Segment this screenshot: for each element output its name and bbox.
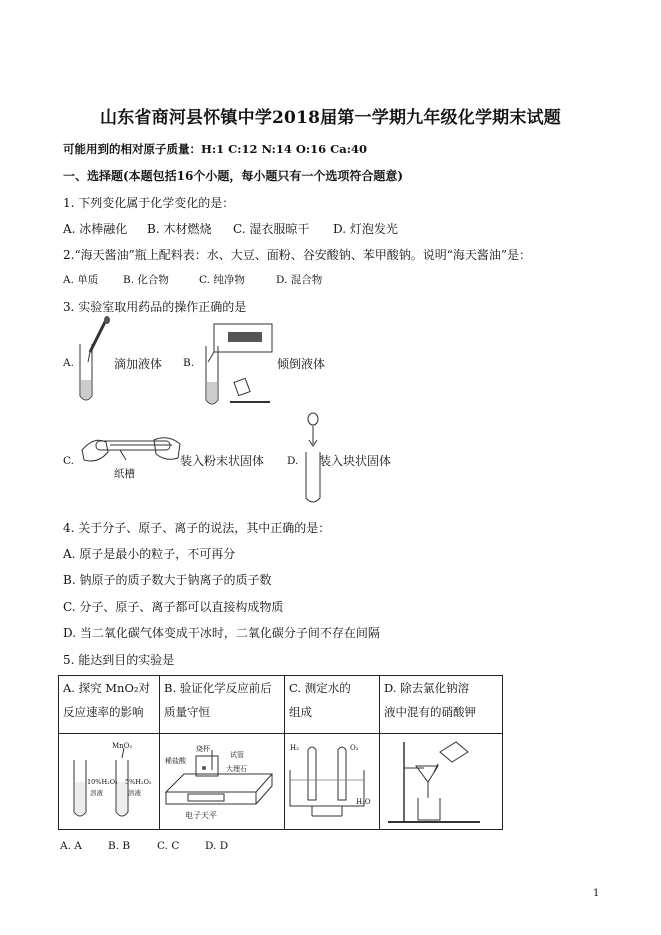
q3-option-a-label: 滴加液体: [114, 357, 163, 371]
solution-label-right: 溶液: [128, 789, 141, 797]
q5-option-b[interactable]: B. B: [108, 840, 131, 852]
atomic-masses: 可能用到的相对原子质量：H:1 C:12 N:14 O:16 Ca:40: [63, 142, 367, 156]
q4-option-b[interactable]: B. 钠原子的质子数大于钠离子的质子数: [63, 573, 272, 587]
h2-label: H₂: [290, 744, 299, 752]
q1-option-b[interactable]: B. 木材燃烧: [147, 222, 212, 236]
electronic-balance-label: 电子天平: [185, 811, 217, 820]
q3-option-b-label: 倾倒液体: [277, 357, 326, 371]
dilute-hcl-label: 稀盐酸: [165, 757, 186, 765]
mno2-label: MnO₂: [112, 742, 133, 750]
q4-option-d[interactable]: D. 当二氧化碳气体变成干冰时，二氧化碳分子间不存在间隔: [63, 626, 380, 640]
section-heading: 一、选择题(本题包括16个小题，每小题只有一个选项符合题意): [63, 169, 404, 183]
q2-option-b[interactable]: B. 化合物: [123, 274, 169, 286]
h2o2-5-label: 5%H₂O₂: [125, 778, 152, 786]
q3-option-a-letter[interactable]: A.: [63, 357, 74, 369]
question-4-stem: 4. 关于分子、原子、离子的说法，其中正确的是：: [63, 521, 331, 535]
q3-paper-trough-label: 纸槽: [114, 468, 135, 480]
q2-option-c[interactable]: C. 纯净物: [199, 274, 245, 286]
electrolysis-figure: [284, 740, 372, 826]
pouring-figure: [198, 322, 278, 408]
q4-option-a[interactable]: A. 原子是最小的粒子，不可再分: [63, 547, 236, 561]
balance-figure: [160, 740, 278, 822]
solution-label-left: 溶液: [90, 789, 103, 797]
q5-cell-b: B. 验证化学反应前后 质量守恒: [160, 676, 285, 734]
q3-option-c-label: 装入粉末状固体: [180, 454, 265, 468]
question-3-stem: 3. 实验室取用药品的操作正确的是: [63, 300, 247, 314]
q5-cell-d: D. 除去氯化钠溶 液中混有的硝酸钾: [380, 676, 503, 734]
marble-label: 大理石: [226, 765, 247, 773]
question-5-stem: 5. 能达到目的实验是: [63, 653, 175, 667]
q2-option-d[interactable]: D. 混合物: [276, 274, 323, 286]
h2o-label: H₂O: [356, 798, 371, 806]
q2-option-a[interactable]: A. 单质: [63, 274, 99, 286]
page-title: 山东省商河县怀镇中学2018届第一学期九年级化学期末试题: [100, 108, 561, 128]
q3-option-c-letter[interactable]: C.: [63, 455, 74, 467]
q5-option-a[interactable]: A. A: [60, 840, 82, 852]
q1-option-c[interactable]: C. 湿衣服晾干: [233, 222, 310, 236]
q5-option-c[interactable]: C. C: [157, 840, 180, 852]
q3-option-d-letter[interactable]: D.: [287, 455, 299, 467]
filtration-figure: [380, 738, 490, 828]
q1-option-a[interactable]: A. 冰棒融化: [63, 222, 128, 236]
q1-option-d[interactable]: D. 灯泡发光: [333, 222, 398, 236]
test-tube-label: 试管: [230, 751, 244, 759]
q3-option-d-label: 装入块状固体: [319, 454, 392, 468]
q5-option-d[interactable]: D. D: [205, 840, 229, 852]
dropper-figure: [76, 316, 116, 406]
question-1-stem: 1. 下列变化属于化学变化的是：: [63, 196, 235, 210]
q4-option-c[interactable]: C. 分子、原子、离子都可以直接构成物质: [63, 600, 284, 614]
o2-label: O₂: [350, 744, 359, 752]
h2o2-10-label: 10%H₂O₂: [87, 778, 118, 786]
beaker-label: 烧杯: [196, 745, 210, 753]
page-number: 1: [593, 888, 600, 899]
question-2-stem: 2.“海天酱油”瓶上配料表：水、大豆、面粉、谷安酸钠、苯甲酸钠。说明“海天酱油”是：: [63, 248, 531, 262]
q3-option-b-letter[interactable]: B.: [183, 357, 195, 369]
q5-cell-c: C. 测定水的 组成: [285, 676, 380, 734]
q5-cell-a: A. 探究 MnO₂对 反应速率的影响: [59, 676, 160, 734]
